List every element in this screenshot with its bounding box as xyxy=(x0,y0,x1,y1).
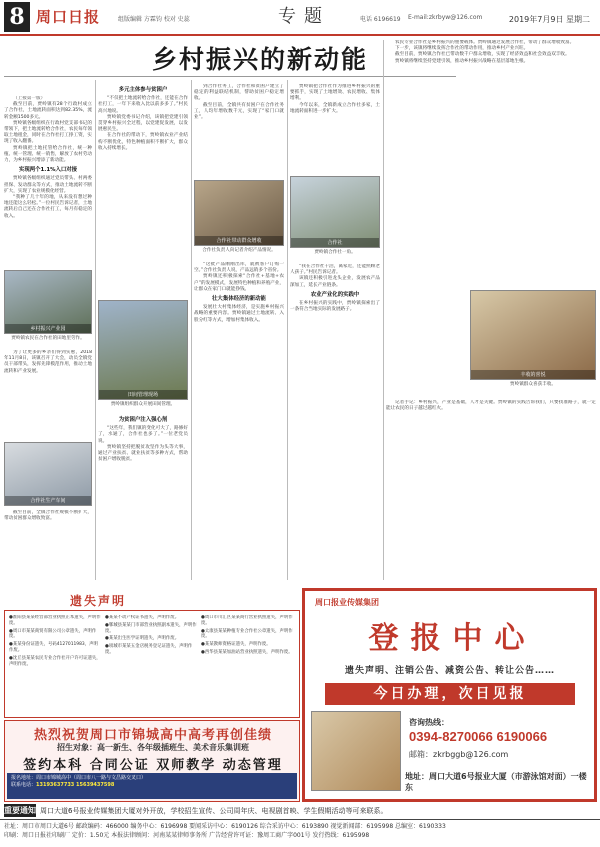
photo-harvest xyxy=(470,290,596,380)
article-column-2b xyxy=(98,414,188,582)
banner-title: 热烈祝贺周口市锦城高中高考再创佳绩 xyxy=(33,728,272,743)
paragraph: 贾岭镇把土地托管给合作社，统一种植、统一管理、统一销售，解放了农村劳动力，为乡村振兴增添了新动能。 xyxy=(4,145,92,164)
notice-item: ●郸城县某某门市部营业执照副本遗失，声明作废。 xyxy=(105,622,197,634)
article-column-5b xyxy=(386,400,596,580)
page-footer xyxy=(0,819,600,847)
notice-item: ●西华县某某加油站营业执照遗失，声明作废。 xyxy=(201,649,293,655)
paragraph: 发展壮大村集体经济，是实施乡村振兴战略的重要内容。贾岭镇通过土地流转、入股分红等方式，增加村集体收入。 xyxy=(194,305,284,323)
article-column-1c xyxy=(4,510,92,582)
article-column-3b xyxy=(194,262,284,582)
paragraph: 截至目前，全镇合作社规模不断扩大，带动贫困群众增收致富。 xyxy=(4,510,92,522)
photo-caption: 乡村振兴产业园 xyxy=(5,324,91,333)
paragraph: 记者手记：乡村振兴，产业是基础，人才是关键。贾岭镇的实践告诉我们，只要找准路子，就一定能让农民的日子越过越红火。 xyxy=(386,400,596,412)
notice-item: ●沈丘县某某农民专业合作社开户许可证遗失，声明作废。 xyxy=(9,655,101,667)
notice-item: ●某某出生医学证明遗失，声明作废。 xyxy=(105,636,180,642)
paragraph: 在合作社的带动下，贾岭镇农业产业结构不断优化，特色种植面积不断扩大，群众收入持续增长。 xyxy=(98,133,188,151)
photo-field-work xyxy=(98,300,188,400)
paragraph: 到合作社务工，合作社和贫困户建立了稳定的利益联结机制，帮助贫困户稳定增收。 xyxy=(194,84,284,102)
paragraph: 下一步，该镇将继续发挥合作社的带动作用，推动乡村产业兴旺。 xyxy=(395,46,529,52)
article-column-4 xyxy=(290,84,380,174)
article-column-5 xyxy=(386,40,596,280)
notice-item: ●某某不动产权证书遗失，声明作废。 xyxy=(105,615,180,620)
photo-cooperative-building xyxy=(290,176,380,248)
column-divider xyxy=(383,40,384,580)
paragraph: “我种了几十年的地，从来没有想过种地还能这么轻松。”一位村民告诉记者，土地流转后自己还在合作社打工，每月有稳定的收入。 xyxy=(4,195,92,219)
issue-date: 2019年7月9日 星期二 xyxy=(508,15,590,24)
column-divider xyxy=(95,80,96,580)
ad-hotline: 0394-8270066 6190066 xyxy=(409,729,548,744)
paragraph: 农民专业合作社是乡村振兴的重要载体。贾岭镇通过发展合作社，带动了群众增收致富。 xyxy=(395,40,575,45)
subheading: 实现两个1.1%入口对接 xyxy=(18,167,78,174)
photo-cooperative xyxy=(194,180,284,246)
ad-hotline-label: 咨询热线： xyxy=(409,718,449,727)
column-divider xyxy=(287,80,288,580)
ad-headline: 登报中心 xyxy=(368,621,537,656)
paragraph: 截至目前，全镇共有贫困户在合作社务工，人均年增收数千元，实现了“家门口就业”。 xyxy=(194,102,284,121)
paragraph: 贾岭镇各级组织通过党员带头、村两委担保、发动群众等方式，推动土地流转不断扩大，实现了农业规模化经营。 xyxy=(4,176,92,194)
ad-building-image xyxy=(311,711,401,791)
footer-line-2: 印刷：周口日报社印刷厂 定价：1.50元 本报法律顾问：河南某某律师事务所 广告经营许可证：豫周工商广字001号 发行热线：6195998 xyxy=(4,832,370,839)
paragraph: 截至目前，贾岭镇合作社已带动数千户群众增收，实现了经济效益和社会效益双丰收。 xyxy=(395,52,570,58)
notices-title: 遗失声明 xyxy=(70,594,127,608)
paragraph: 贾岭镇坚持把脱贫攻坚作为头等大事，通过产业扶贫、就业扶贫等多种方式，帮助贫困户增收脱贫。 xyxy=(98,444,188,463)
banner-phone: 13193637733 15639437598 xyxy=(36,781,115,788)
paragraph: 为了让更多的乡亲们得到实惠，2018年11月8日，该镇召开了大会，动员全镇党员干部带头，发挥先锋模范作用，推动土地流转和产业发展。 xyxy=(4,350,92,374)
photo-caption-below: 贾岭镇群众喜获丰收。 xyxy=(510,382,556,387)
lost-notices xyxy=(4,610,300,718)
photo-industrial-park xyxy=(4,270,92,334)
photo-caption: 合作社带动群众增收 xyxy=(195,236,283,245)
paragraph: 在乡村振兴的实践中，贾岭镇探索出了一条符合当地实际的发展路子。 xyxy=(290,301,380,313)
paragraph: “不仅把土地流转给合作社，还能在合作社打工，一年下来收入比以前多多了。”村民高兴地说。 xyxy=(98,96,188,114)
banner-address: 报名地址：周口市锦城高中（周口市八一路与文昌路交叉口） xyxy=(11,775,147,781)
notice-item: ●周口市川汇区某某商行营业执照遗失，声明作废。 xyxy=(201,615,293,626)
paragraph: 截至目前，贾岭镇有28个行政村成立了合作社，土地流转面积达到82.35%，流转金额1500多元。 xyxy=(4,102,92,120)
footer-line-1: 社址：周口市周口大道6号 邮政编码：466000 编务中心：6196998 要闻采访中心：6190126 综合采访中心：6193890 视觉新闻部：6195998 总编室：6190333 xyxy=(4,823,446,830)
notice-column xyxy=(201,615,295,715)
paragraph: 贾岭镇还积极探索“合作社+基地+农户”的发展模式，发展特色种植和养殖产业，让群众在家门口就能挣钱。 xyxy=(194,274,284,292)
notice-item: ●太康县某某种植专业合作社公章遗失，声明作废。 xyxy=(201,628,293,640)
notice-column xyxy=(9,615,101,715)
article-title: 乡村振兴的新动能 xyxy=(151,45,368,74)
paragraph: “这批产品刚刚出库，就被客户订购一空。”合作社负责人说，产品远销多个省份。 xyxy=(194,262,284,274)
paragraph: 贾岭镇党委书记介绍，该镇把党建引领贯穿乡村振兴全过程，以党建促发展，以发展惠民生。 xyxy=(98,114,188,133)
banner-contact-bar xyxy=(7,773,297,799)
notice-item: ●周口市某某商贸有限公司公章遗失，声明作废。 xyxy=(9,628,97,640)
column-divider xyxy=(191,80,192,580)
paragraph: 该镇还积极引进龙头企业，发展农产品深加工，延长产业链条。 xyxy=(290,276,380,288)
notice-column xyxy=(105,615,197,715)
photo-caption: 丰收的喜悦 xyxy=(471,370,595,379)
notice-item: ●某某身份证遗失，号码4127011983，声明作废。 xyxy=(9,642,98,653)
school-banner-ad xyxy=(4,720,300,802)
notice-item: ●某某教师资格证遗失，声明作废。 xyxy=(201,642,271,648)
subheading: 为贫困户注入强心剂 xyxy=(118,417,168,423)
ad-email: 邮箱：zkrbggb@126.com xyxy=(409,750,509,759)
ad-services: 遗失声明、注销公告、减资公告、转让公告…… xyxy=(344,666,555,676)
article-column-1b xyxy=(4,350,92,440)
article-column-3 xyxy=(194,84,284,176)
header-phone: 电话 6196619 xyxy=(360,16,401,23)
notice-item: ●淮阳县某某经营部营业执照正本遗失，声明作废。 xyxy=(9,615,101,626)
page-number: 8 xyxy=(4,2,30,32)
newspaper-name: 周口日报 xyxy=(36,8,101,26)
important-tag: 重要通知 xyxy=(4,806,36,815)
section-label: 专题 xyxy=(278,6,330,27)
paragraph: “我在合作社干活，离家近，还能照顾老人孩子。”村民告诉记者。 xyxy=(290,264,380,276)
paragraph: 贾岭镇把合作社作为推进乡村振兴的重要抓手，实现了土地增效、农民增收、集体增利。 xyxy=(290,84,380,102)
important-text: 周口大道6号报业传媒集团大厦对外开放，学校招生宣传、公司周年庆、电视剧首映、学生假期活动等可来联系。 xyxy=(40,807,388,815)
photo-caption-below: 贾岭镇合作社一角。 xyxy=(314,250,356,255)
paragraph: “这些年，我们镇的变化可大了，路修好了，水通了，合作社也多了。”一位老党员说。 xyxy=(98,426,188,444)
banner-phone-label: 联系电话： xyxy=(11,781,37,788)
page-header xyxy=(0,0,600,36)
ad-logo: 周口报业传媒集团 xyxy=(315,598,379,607)
banner-slogan: 签约本科 合同公证 双师教学 动态管理 xyxy=(23,758,283,773)
photo-caption: 合作社生产车间 xyxy=(5,496,91,505)
notice-item: ●项城市某某五金店税务登记证遗失，声明作废。 xyxy=(105,644,193,655)
paragraph: 今年以来，全镇新成立合作社多家，土地流转面积进一步扩大。 xyxy=(290,102,380,114)
photo-caption: 合作社 xyxy=(291,238,379,247)
subheading: 多元主体参与贫困户 xyxy=(118,87,168,93)
article-lead: （上接第一版） xyxy=(13,96,46,101)
header-email: E-mail:zkrbyw@126.com xyxy=(408,14,483,21)
article-column-4b xyxy=(290,264,380,582)
editor-line: 组版编辑 方霖钧 校对 史蕊 xyxy=(118,16,190,23)
ad-slogan: 今日办理，次日见报 xyxy=(325,683,575,705)
photo-caption: 田间管理现场 xyxy=(99,390,187,399)
photo-caption-below: 合作社负责人向记者介绍产品情况。 xyxy=(202,248,276,253)
subheading: 农业产业化的实践中 xyxy=(310,291,360,298)
photo-caption-below: 贾岭镇农民在合作社的田地里劳作。 xyxy=(11,336,85,341)
photo-caption-below: 贾岭镇组织群众开展田间管理。 xyxy=(110,402,176,407)
subheading: 壮大集体经济的新动能 xyxy=(212,296,266,303)
banner-subtitle: 招生对象：高一新生、各年级插班生、美术音乐集训班 xyxy=(57,743,249,752)
important-notice xyxy=(4,804,596,817)
paragraph: 贾岭镇将继续坚持党建引领，推动乡村振兴战略在基层落地生根。 xyxy=(395,58,529,64)
paragraph: 贾岭镇各级组织在行政村党支部书记的带领下，把土地流转给合作社，农民每年领取土地租金，同时在合作社打工挣工资，实现了收入翻番。 xyxy=(4,120,92,145)
photo-workshop xyxy=(4,442,92,506)
ad-address: 地址：周口大道6号报业大厦（市游泳馆对面）一楼东 xyxy=(405,772,587,792)
registration-center-ad xyxy=(302,588,597,802)
